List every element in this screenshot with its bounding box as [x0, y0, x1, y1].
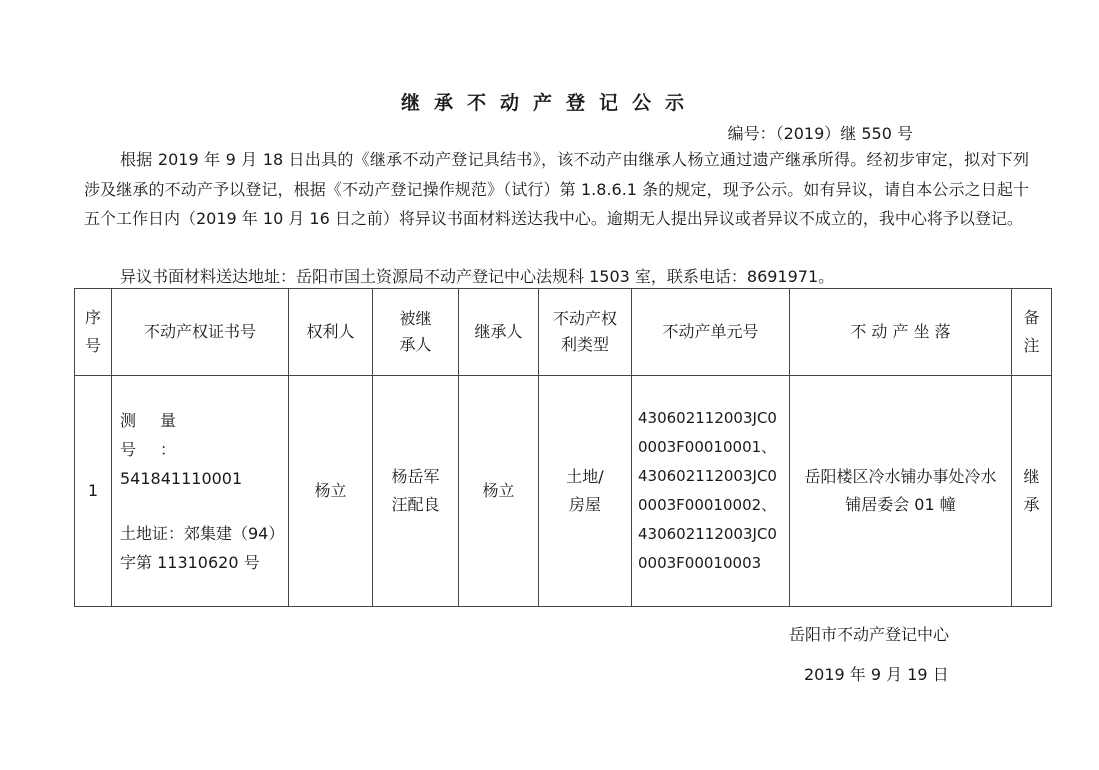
- cell-remark: 继承: [1012, 376, 1052, 607]
- cell-holder: 杨立: [289, 376, 373, 607]
- table-row: [75, 376, 1052, 607]
- header-decedent: 被继承人: [373, 289, 459, 376]
- table-header-row: [75, 289, 1052, 376]
- measure-label: 测量号：: [120, 410, 201, 459]
- header-location: 不 动 产 坐 落: [790, 289, 1012, 376]
- cell-unit-no: 430602112003JC00003F00010001、430602112003JC00003F00010002、430602112003JC00003F00010003: [632, 376, 790, 607]
- cell-heir: 杨立: [459, 376, 539, 607]
- land-cert: 土地证：郊集建（94）字第 11310620 号: [120, 523, 277, 572]
- header-unit-no: 不动产单元号: [632, 289, 790, 376]
- header-right-type: 不动产权利类型: [539, 289, 632, 376]
- cell-right-type: 土地/房屋: [539, 376, 632, 607]
- measure-number: 541841110001: [120, 468, 243, 488]
- registration-table: [74, 288, 1052, 607]
- header-cert-no: 不动产权证书号: [112, 289, 289, 376]
- header-holder: 权利人: [289, 289, 373, 376]
- header-heir: 继承人: [459, 289, 539, 376]
- notice-paragraph: 根据 2019 年 9 月 18 日出具的《继承不动产登记具结书》，该不动产由继承人杨立通过遗产继承所得。经初步审定，拟对下列涉及继承的不动产予以登记，根据《不动产登记操作规范》（试行）第 1.8.6.1 条的规定，现予公示。如有异议，请自本公示之日起十五个工作日内（2019 年 10 月 16 日之前）将异议书面材料送达我中心。逾期无人提出异议或者异议不成立的，我中心将予以登记。: [84, 150, 1029, 228]
- document-number: 编号：（2019）继 550 号: [727, 124, 913, 143]
- cell-cert-no: [112, 376, 289, 607]
- cell-location: 岳阳楼区冷水铺办事处冷水铺居委会 01 幢: [790, 376, 1012, 607]
- issue-date: 2019 年 9 月 19 日: [804, 665, 949, 684]
- objection-address-paragraph: 异议书面材料送达地址：岳阳市国土资源局不动产登记中心法规科 1503 室，联系电话：8691971。: [120, 267, 835, 286]
- issuing-agency: 岳阳市不动产登记中心: [789, 625, 950, 644]
- header-seq: 序号: [75, 289, 112, 376]
- page-title: 继承不动产登记公示: [400, 92, 698, 114]
- cell-decedent: 杨岳军汪配良: [373, 376, 459, 607]
- header-remark: 备注: [1012, 289, 1052, 376]
- cell-seq: 1: [75, 376, 112, 607]
